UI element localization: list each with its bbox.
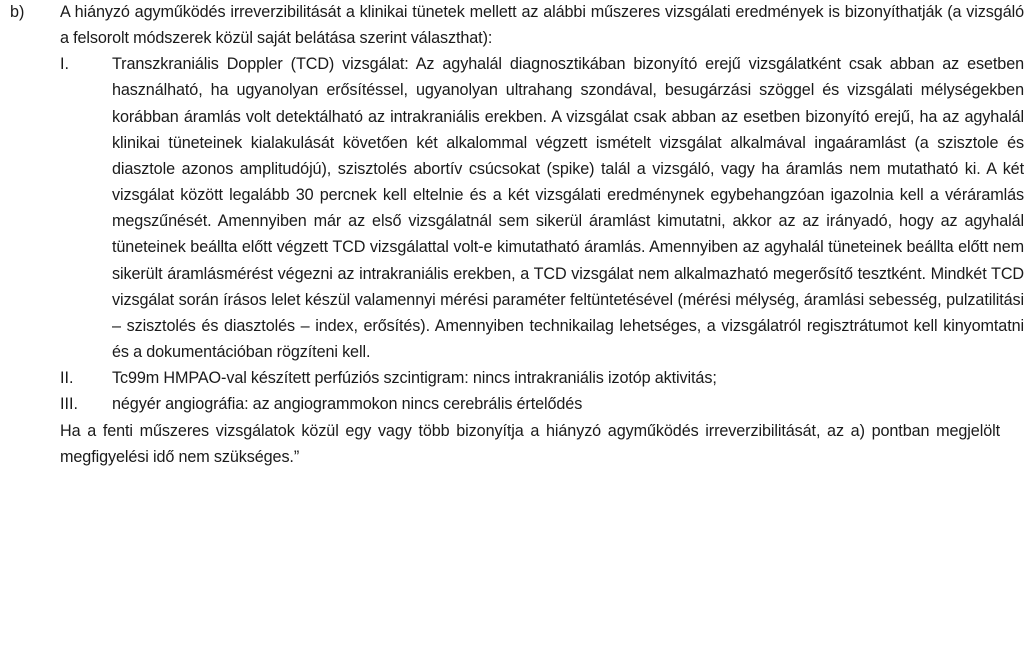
section-marker: b) [10, 3, 25, 21]
list-item-marker: I. [60, 55, 69, 74]
list-item-tcd [60, 51, 1024, 365]
closing-paragraph: Ha a fenti műszeres vizsgálatok közül egy vagy több bizonyítja a hiányzó agyműködés irreverzibilitását, az a) pontban megjelölt megfigyelési idő nem szükséges.” [60, 421, 1000, 466]
list-item-marker: II. [60, 369, 74, 388]
method-list [60, 51, 1024, 417]
section-intro: A hiányzó agyműködés irreverzibilitását a klinikai tünetek mellett az alábbi műszeres vizsgálati eredmények is bizonyíthatják (a vizsgáló a felsorolt módszerek közül saját belátása szerint választhat): [60, 3, 1024, 48]
list-item-text: négyér angiográfia: az angiogrammokon nincs cerebrális értelődés [112, 395, 583, 414]
list-item-scintigram [60, 365, 1024, 391]
list-item-text: Tc99m HMPAO-val készített perfúziós szcintigram: nincs intrakraniális izotóp aktivitás; [112, 369, 717, 388]
list-item-angiography [60, 391, 1024, 417]
list-item-text: Transzkraniális Doppler (TCD) vizsgálat: Az agyhalál diagnosztikában bizonyító erejű vizsgálatként csak abban az esetben használható, ha ugyanolyan erősítéssel, ugyanolyan ultrahang szondával, besugárzási szöggel és vizsgálati mélységekben korábban áramlás volt detektálható az intrakraniális erekben. A vizsgálat csak abban az esetben bizonyító erejű, ha az agyhalál klinikai tüneteinek kialakulását követően két alkalommal végzett ismételt vizsgálat alkalmával ingaáramlást (a szisztole és diasztole azonos amplitudójú), szisztolés abortív csúcsokat (spike) talál a vizsgáló, vagy ha áramlás nem mutatható ki. A két vizsgálat között legalább 30 percnek kell eltelnie és a két vizsgálati eredménynek egybehangzóan igazolnia kell a véráramlás megszűnését. Amennyiben már az első vizsgálatnál sem sikerül áramlást kimutatni, akkor az az irányadó, hogy az agyhalál tüneteinek beállta előtt végzett TCD vizsgálattal volt-e kimutatható áramlás. Amennyiben az agyhalál tüneteinek beállta előtt nem sikerült áramlásmérést végezni az intrakraniális erekben, a TCD vizsgálat nem alkalmazható megerősítő tesztként. Mindkét TCD vizsgálat során írásos lelet készül valamennyi mérési paraméter feltüntetésével (mérési mélység, áramlási sebesség, pulzatilitási – szisztolés és diasztolés – index, erősítés). Amennyiben technikailag lehetséges, a vizsgálatról regisztrátumot kell kinyomtatni és a dokumentációban rögzíteni kell. [112, 55, 1024, 362]
list-item-marker: III. [60, 395, 78, 414]
section-b-intro-row [0, 0, 1024, 51]
